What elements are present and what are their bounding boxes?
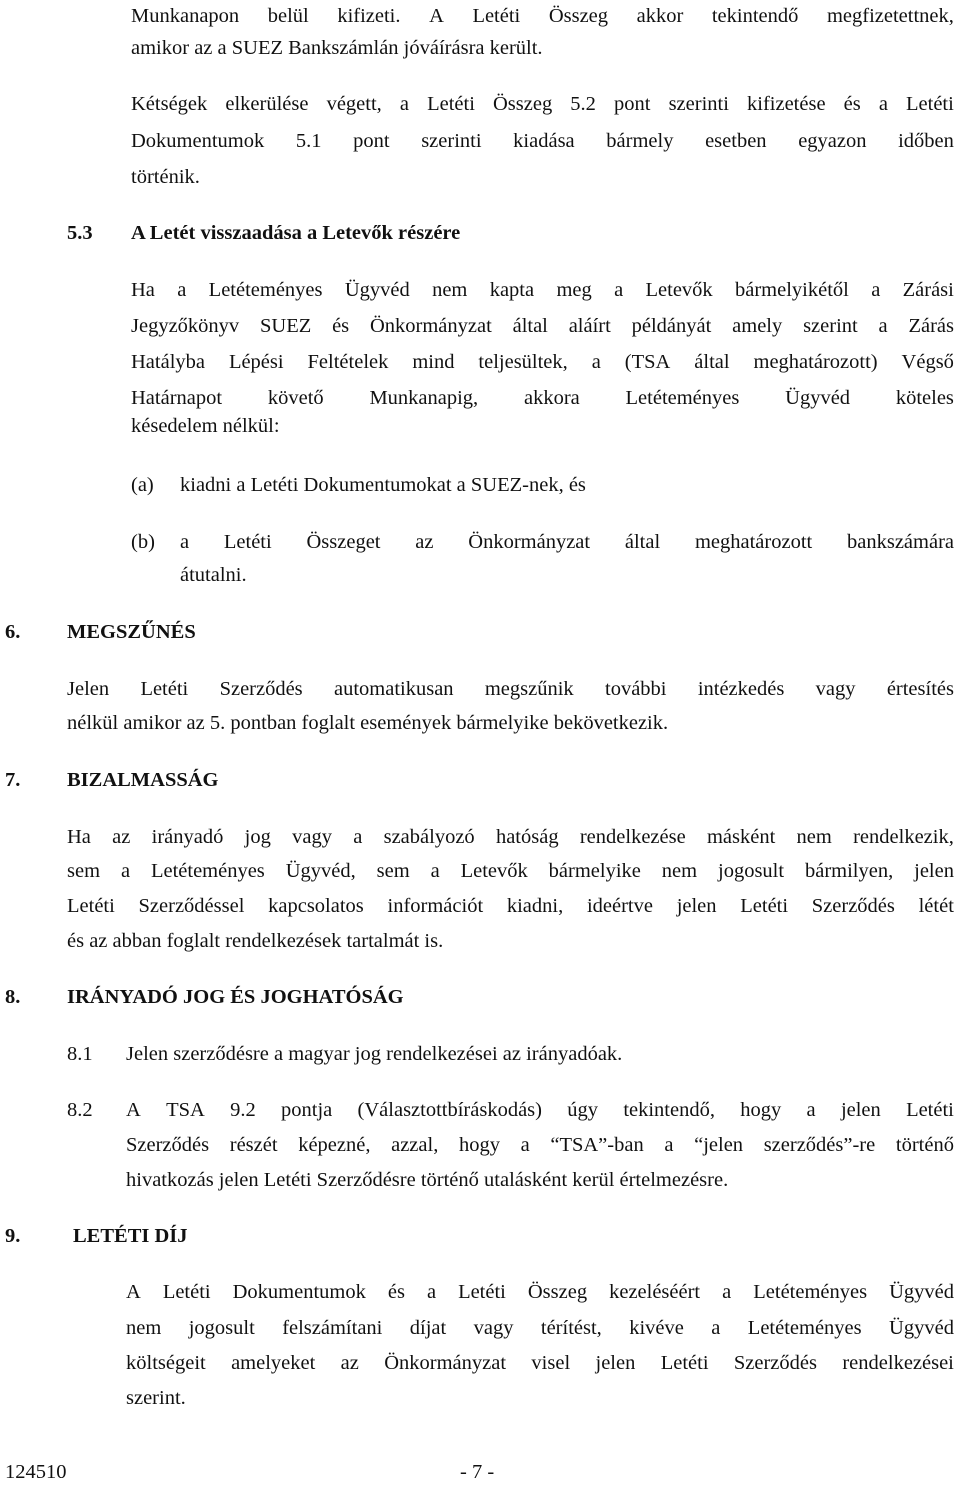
word: a xyxy=(806,1099,816,1121)
word: Összeg xyxy=(527,1281,588,1303)
text-line xyxy=(131,384,954,412)
word: díjat xyxy=(409,1317,447,1339)
word: ideértve xyxy=(586,895,653,917)
word: Letéti xyxy=(67,895,115,917)
word: Letéti xyxy=(740,895,789,917)
text-line xyxy=(131,2,954,30)
word: (Választottbíráskodás) xyxy=(357,1099,542,1121)
word: Letéti xyxy=(427,93,475,115)
word: jelen xyxy=(840,1099,881,1121)
word: pont xyxy=(353,130,390,152)
word: jelen xyxy=(676,895,717,917)
word: részét xyxy=(229,1134,278,1156)
word: a xyxy=(426,1281,437,1303)
word: bármilyen, xyxy=(804,860,894,882)
word: kapta xyxy=(489,279,535,301)
word: képezné, xyxy=(298,1134,371,1156)
word: kezeléséért xyxy=(609,1281,701,1303)
word: jelen xyxy=(595,1352,636,1374)
word: bármely xyxy=(606,130,674,152)
word: vagy xyxy=(473,1317,514,1339)
word: Zárási xyxy=(902,279,954,301)
word: végett, xyxy=(326,93,382,115)
list-item-text-b xyxy=(180,528,954,556)
word: Önkormányzat xyxy=(384,1352,507,1374)
text-line xyxy=(126,1096,954,1124)
section-title-9: LETÉTI DÍJ xyxy=(73,1225,188,1247)
word: Letéti xyxy=(223,531,272,553)
word: által xyxy=(694,351,730,373)
word: hatóság xyxy=(495,826,559,848)
text-line xyxy=(126,1349,954,1377)
word: Letéti xyxy=(140,678,189,700)
word: Szerződéssel xyxy=(138,895,245,917)
word: az xyxy=(340,1352,359,1374)
section-number-6: 6. xyxy=(5,621,21,643)
text-line xyxy=(126,1278,954,1306)
word: bankszámára xyxy=(847,531,954,553)
section-number-5-3: 5.3 xyxy=(67,222,93,244)
word: létét xyxy=(918,895,954,917)
word: a xyxy=(430,860,440,882)
word: Letéti xyxy=(162,1281,211,1303)
word: amelyeket xyxy=(231,1352,316,1374)
text-line xyxy=(131,348,954,376)
text-line xyxy=(126,1314,954,1342)
word: Letéti xyxy=(906,93,954,115)
word: rendelkezései xyxy=(842,1352,954,1374)
word: Ügyvéd xyxy=(344,279,410,301)
word: szerződés”-re xyxy=(763,1134,876,1156)
word: automatikusan xyxy=(333,678,454,700)
word: kifizetése xyxy=(747,93,826,115)
word: Jegyzőkönyv xyxy=(131,315,240,337)
word: Önkormányzat xyxy=(468,531,591,553)
section-number-8: 8. xyxy=(5,986,21,1008)
word: a xyxy=(177,279,187,301)
word: Letéteményes xyxy=(753,1281,868,1303)
word: irányadó xyxy=(151,826,224,848)
word: Letevők xyxy=(460,860,528,882)
word: a xyxy=(878,315,888,337)
section-title-6: MEGSZŰNÉS xyxy=(67,621,196,643)
word: Dokumentumok xyxy=(131,130,265,152)
word: Önkormányzat xyxy=(369,315,492,337)
page-number: - 7 - xyxy=(460,1461,495,1483)
word: 5.2 xyxy=(570,93,596,115)
section-number-7: 7. xyxy=(5,769,21,791)
word: értesítés xyxy=(886,678,954,700)
word: a xyxy=(878,93,888,115)
word: meg xyxy=(556,279,592,301)
word: az xyxy=(112,826,131,848)
word: Feltételek xyxy=(307,351,389,373)
text-line xyxy=(131,127,954,155)
word: szabályozó xyxy=(383,826,475,848)
word: “jelen xyxy=(694,1134,744,1156)
word: megszűnik xyxy=(484,678,574,700)
clause-text-8-1: Jelen szerződésre a magyar jog rendelkezései az irányadóak. xyxy=(126,1043,623,1065)
word: költségeit xyxy=(126,1352,206,1374)
word: információt xyxy=(387,895,484,917)
word: nem xyxy=(796,826,832,848)
text-line xyxy=(131,312,954,340)
word: 9.2 xyxy=(230,1099,256,1121)
word: egyazon xyxy=(798,130,867,152)
word: Letéteményes xyxy=(747,1317,862,1339)
word: Ügyvéd xyxy=(889,1281,954,1303)
word: Összeg xyxy=(548,5,609,27)
word: Szerződés xyxy=(219,678,303,700)
word: Ügyvéd xyxy=(785,387,851,409)
word: Ügyvéd, xyxy=(285,860,356,882)
word: példányát xyxy=(631,315,712,337)
word: és xyxy=(387,1281,405,1303)
word: A xyxy=(429,5,444,27)
word: Letéti xyxy=(458,1281,506,1303)
text-line: amikor az a SUEZ Bankszámlán jóváírásra került. xyxy=(131,37,543,59)
word: és xyxy=(843,93,861,115)
word: a xyxy=(120,860,131,882)
word: a xyxy=(614,279,624,301)
word: jelen xyxy=(914,860,954,882)
word: felszámítani xyxy=(282,1317,383,1339)
word: úgy xyxy=(567,1099,599,1121)
word: visel xyxy=(531,1352,571,1374)
text-line xyxy=(131,90,954,118)
word: megfizetettnek, xyxy=(826,5,954,27)
list-item-text-b-cont: átutalni. xyxy=(180,564,247,586)
section-number-9: 9. xyxy=(5,1225,21,1247)
word: a xyxy=(353,826,363,848)
word: történő xyxy=(895,1134,954,1156)
document-id: 124510 xyxy=(5,1461,67,1483)
list-item-text-a: kiadni a Letéti Dokumentumokat a SUEZ-nek, és xyxy=(180,474,586,496)
word: jog xyxy=(244,826,271,848)
word: Letéti xyxy=(906,1099,954,1121)
text-line: hivatkozás jelen Letéti Szerződésre történő utalásként kerül értelmezésre. xyxy=(126,1169,729,1191)
word: meghatározott) xyxy=(753,351,878,373)
word: vagy xyxy=(292,826,332,848)
word: rendelkezése xyxy=(579,826,686,848)
word: teljesültek, xyxy=(478,351,568,373)
word: Dokumentumok xyxy=(232,1281,366,1303)
text-line xyxy=(126,1131,954,1159)
word: “TSA”-ban xyxy=(550,1134,644,1156)
word: A xyxy=(126,1281,141,1303)
text-line: és az abban foglalt rendelkezések tartalmát is. xyxy=(67,930,444,952)
word: azzal, xyxy=(391,1134,439,1156)
text-line xyxy=(67,892,954,920)
word: Kétségek xyxy=(131,93,208,115)
word: sem xyxy=(67,860,101,882)
word: pontja xyxy=(281,1099,333,1121)
word: és xyxy=(332,315,350,337)
section-title-8: IRÁNYADÓ JOG ÉS JOGHATÓSÁG xyxy=(67,986,404,1008)
word: térítést, xyxy=(540,1317,602,1339)
word: a xyxy=(722,1281,732,1303)
word: tekintendő xyxy=(711,5,799,27)
word: akkora xyxy=(523,387,580,409)
clause-number-8-2: 8.2 xyxy=(67,1099,93,1121)
word: szerint xyxy=(803,315,858,337)
word: akkor xyxy=(636,5,684,27)
word: hogy xyxy=(740,1099,782,1121)
word: TSA xyxy=(166,1099,205,1121)
word: amely xyxy=(732,315,783,337)
word: Zárás xyxy=(908,315,954,337)
word: Ha xyxy=(67,826,91,848)
word: nem xyxy=(126,1317,162,1339)
word: jogosult xyxy=(188,1317,255,1339)
word: a xyxy=(711,1317,721,1339)
word: Szerződés xyxy=(126,1134,210,1156)
word: szerinti xyxy=(668,93,729,115)
text-line xyxy=(131,276,954,304)
word: Ügyvéd xyxy=(889,1317,954,1339)
word: kifizeti. xyxy=(337,5,401,27)
section-title-7: BIZALMASSÁG xyxy=(67,769,219,791)
word: Letéteményes xyxy=(625,387,740,409)
word: Határnapot xyxy=(131,387,223,409)
section-title-5-3: A Letét visszaadása a Letevők részére xyxy=(131,222,461,244)
list-item-label-a: (a) xyxy=(131,474,154,496)
word: kiadni, xyxy=(506,895,564,917)
word: sem xyxy=(376,860,410,882)
word: esetben xyxy=(705,130,767,152)
word: aláírt xyxy=(568,315,611,337)
word: Letéteményes xyxy=(150,860,265,882)
list-item-label-b: (b) xyxy=(131,531,155,553)
word: Letéti xyxy=(660,1352,709,1374)
word: követő xyxy=(267,387,324,409)
word: Lépési xyxy=(228,351,284,373)
word: bármelyike xyxy=(548,860,641,882)
word: Letevők xyxy=(645,279,713,301)
word: Végső xyxy=(901,351,954,373)
word: által xyxy=(512,315,548,337)
word: SUEZ xyxy=(260,315,312,337)
word: a xyxy=(591,351,601,373)
word: kivéve xyxy=(629,1317,684,1339)
word: mind xyxy=(412,351,455,373)
word: Jelen xyxy=(67,678,110,700)
word: Letéti xyxy=(472,5,521,27)
word: a xyxy=(180,531,190,553)
word: vagy xyxy=(815,678,856,700)
word: (TSA xyxy=(624,351,671,373)
text-line: késedelem nélkül: xyxy=(131,415,280,437)
word: hogy xyxy=(458,1134,500,1156)
word: 5.1 xyxy=(295,130,322,152)
text-line: történik. xyxy=(131,166,200,188)
word: kapcsolatos xyxy=(268,895,364,917)
word: Összeget xyxy=(306,531,381,553)
word: az xyxy=(415,531,434,553)
word: rendelkezik, xyxy=(853,826,954,848)
word: kiadása xyxy=(513,130,575,152)
word: Szerződés xyxy=(811,895,895,917)
word: pont xyxy=(614,93,651,115)
word: nem xyxy=(661,860,698,882)
text-line: szerint. xyxy=(126,1387,186,1409)
word: tekintendő, xyxy=(623,1099,715,1121)
word: A xyxy=(126,1099,141,1121)
word: köteles xyxy=(895,387,954,409)
text-line: nélkül amikor az 5. pontban foglalt események bármelyike bekövetkezik. xyxy=(67,712,669,734)
word: Munkanapig, xyxy=(369,387,479,409)
text-line xyxy=(67,675,954,703)
word: intézkedés xyxy=(697,678,785,700)
word: további xyxy=(605,678,667,700)
word: másként xyxy=(706,826,776,848)
word: szerinti xyxy=(421,130,482,152)
word: bármelyikétől xyxy=(735,279,849,301)
word: nem xyxy=(432,279,468,301)
word: belül xyxy=(267,5,309,27)
clause-number-8-1: 8.1 xyxy=(67,1043,93,1065)
word: Munkanapon xyxy=(131,5,240,27)
text-line xyxy=(67,857,954,885)
word: a xyxy=(520,1134,530,1156)
word: Összeg xyxy=(492,93,553,115)
word: Szerződés xyxy=(733,1352,817,1374)
word: a xyxy=(871,279,881,301)
text-line xyxy=(67,823,954,851)
word: időben xyxy=(898,130,954,152)
word: a xyxy=(664,1134,674,1156)
word: Hatályba xyxy=(131,351,205,373)
word: Letéteményes xyxy=(208,279,323,301)
word: jogosult xyxy=(718,860,785,882)
word: által xyxy=(624,531,661,553)
word: meghatározott xyxy=(694,531,813,553)
word: elkerülése xyxy=(225,93,309,115)
word: Ha xyxy=(131,279,155,301)
word: a xyxy=(399,93,409,115)
